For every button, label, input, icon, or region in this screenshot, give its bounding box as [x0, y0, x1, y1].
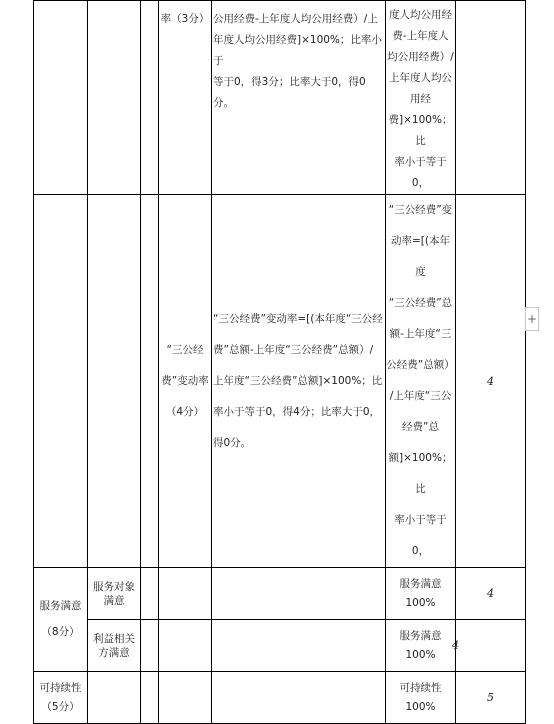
- table-cell: [88, 195, 141, 568]
- formula-cell: “三公经费”变 动率=[(本年度 “三公经费”总 额-上年度“三 公经费”总额） /上年度“三公 经费”总 额]×100%；比 率小于等于0，: [386, 195, 456, 568]
- table-row: [34, 620, 526, 672]
- table-cell: [159, 620, 212, 672]
- subcategory-cell: 利益相关 方满意: [88, 620, 141, 672]
- criteria-cell: “三公经费”变动率=[(本年度“三公经 费”总额-上年度“三公经费”总额）/ 上年度“三公经费”总额]×100%；比 率小于等于0，得4分；比率大于0， 得0分。: [212, 195, 386, 568]
- table-cell: [212, 620, 386, 672]
- evaluation-table: [33, 0, 526, 724]
- score-cell: 4: [456, 195, 526, 568]
- table-cell: [141, 620, 159, 672]
- table-cell: [141, 195, 159, 568]
- score-cell: [456, 1, 526, 195]
- category-cell: 服务满意 （8分）: [34, 568, 88, 672]
- table-cell: [88, 672, 141, 724]
- table-cell: [88, 1, 141, 195]
- result-cell: 服务满意 100%: [386, 620, 456, 672]
- table-cell: [159, 568, 212, 620]
- add-row-button[interactable]: +: [525, 307, 539, 331]
- table-row: [34, 1, 526, 195]
- result-cell: 可持续性 100%: [386, 672, 456, 724]
- table-cell: [141, 672, 159, 724]
- table-cell: [159, 672, 212, 724]
- score-cell: 5: [456, 672, 526, 724]
- category-cell: 可持续性 （5分）: [34, 672, 88, 724]
- table-row: [34, 195, 526, 568]
- score-value: 4: [452, 639, 459, 652]
- table-cell: [141, 568, 159, 620]
- table-cell: [212, 568, 386, 620]
- score-cell: [452, 620, 526, 672]
- subcategory-cell: 服务对象 满意: [88, 568, 141, 620]
- result-cell: 服务满意 100%: [386, 568, 456, 620]
- indicator-name-cell: “三公经 费”变动率 （4分）: [159, 195, 212, 568]
- table-cell: [141, 1, 159, 195]
- formula-cell: 度人均公用经 费-上年度人 均公用经费）/ 上年度人均公 用经 费]×100%；比 率小于等于0，: [386, 1, 456, 195]
- table-row: [34, 672, 526, 724]
- table-cell: [34, 1, 88, 195]
- score-cell: 4: [456, 568, 526, 620]
- criteria-cell: 公用经费-上年度人均公用经费）/上 年度人均公用经费]×100%；比率小于 等于0，得3分；比率大于0，得0 分。: [212, 1, 386, 195]
- table-cell: [212, 672, 386, 724]
- table-cell: [34, 195, 88, 568]
- table-row: [34, 568, 526, 620]
- indicator-score-cell: 率（3分）: [159, 1, 212, 195]
